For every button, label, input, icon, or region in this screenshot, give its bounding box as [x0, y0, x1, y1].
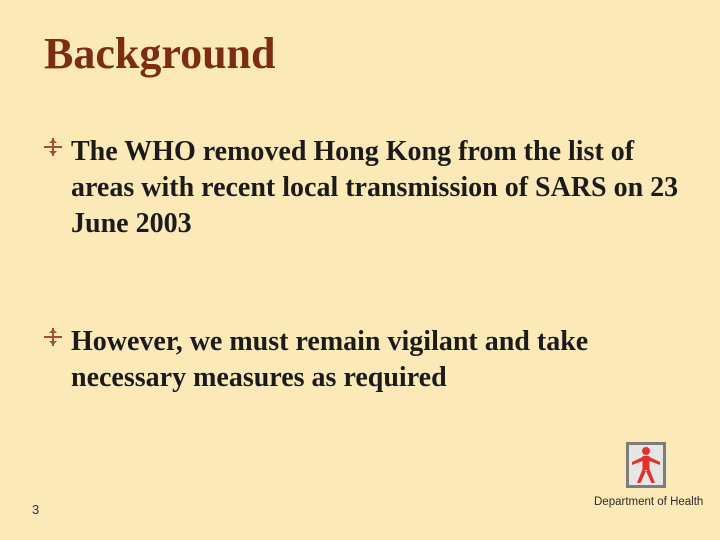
bullet-item — [44, 134, 694, 242]
slide-title: Background — [44, 29, 276, 78]
department-of-health-emblem-icon — [626, 442, 666, 488]
bullet-item — [44, 324, 694, 396]
cross-bullet-icon — [44, 328, 62, 346]
page-number: 3 — [32, 502, 40, 517]
bullet-text: The WHO removed Hong Kong from the list of areas with recent local transmission of SARS on 23 June 2003 — [71, 136, 679, 239]
bullet-text: However, we must remain vigilant and take necessary measures as required — [71, 326, 589, 393]
logo-text: Department of Health — [594, 496, 704, 508]
cross-bullet-icon — [44, 138, 62, 156]
